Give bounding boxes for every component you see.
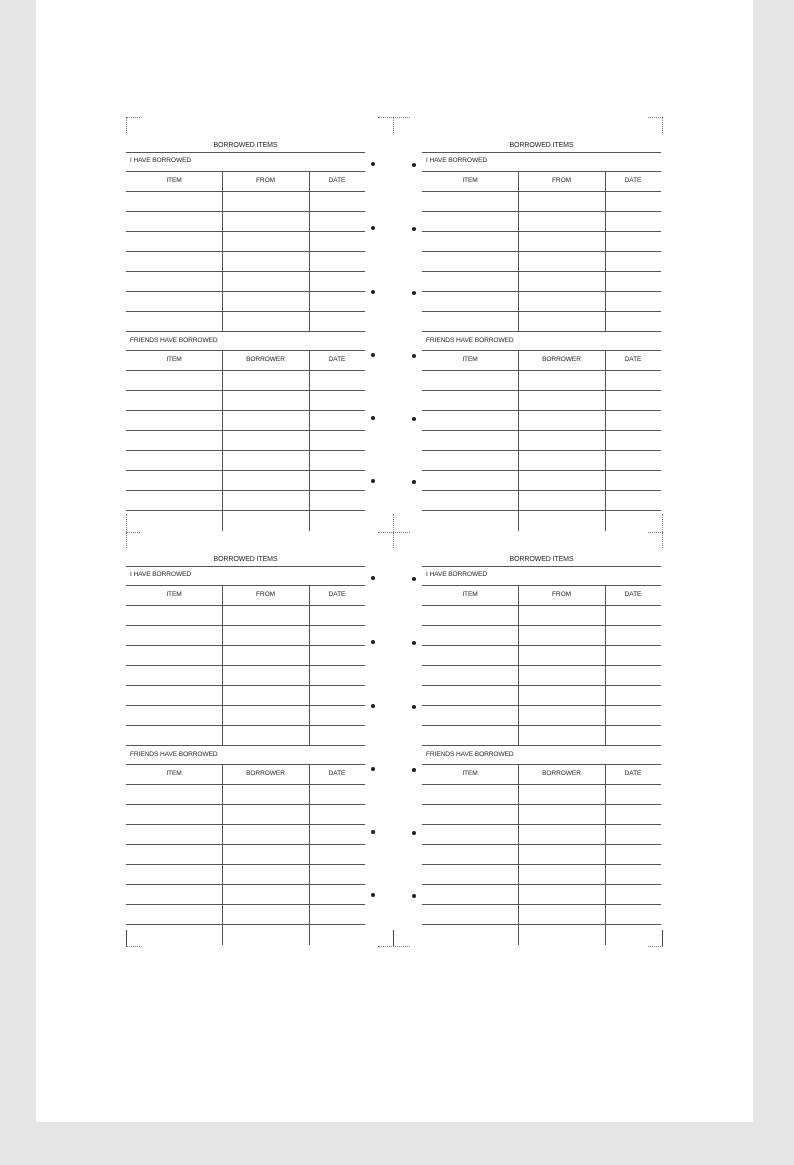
table-row: [126, 470, 365, 471]
table-row: [126, 844, 365, 845]
table-row: [126, 625, 365, 626]
table-row: [126, 251, 365, 252]
column-header-item: ITEM: [462, 356, 478, 363]
table-row: [126, 231, 365, 232]
crop-mark: [126, 946, 140, 947]
punch-hole-mark: [371, 416, 375, 420]
table-row: [422, 510, 661, 511]
column-header-item: ITEM: [462, 591, 478, 598]
panel-title: BORROWED ITEMS: [213, 142, 278, 149]
punch-hole-mark: [371, 479, 375, 483]
table-row: [126, 291, 365, 292]
table-row: [126, 370, 365, 371]
crop-mark: [393, 930, 394, 946]
punch-hole-mark: [412, 705, 416, 709]
divider: [422, 152, 661, 153]
panel-title: BORROWED ITEMS: [509, 556, 574, 563]
friends-have-borrowed-label: FRIENDS HAVE BORROWED: [130, 751, 218, 758]
i-have-borrowed-label: I HAVE BORROWED: [426, 571, 488, 578]
column-header-borrower: BORROWER: [246, 770, 285, 777]
table-row: [126, 390, 365, 391]
column-header-date: DATE: [624, 591, 642, 598]
table-row: [422, 884, 661, 885]
panel-title: BORROWED ITEMS: [509, 142, 574, 149]
punch-hole-mark: [412, 768, 416, 772]
table-row: [422, 924, 661, 925]
borrowed-items-panel-left: [126, 554, 365, 948]
table-row: [422, 410, 661, 411]
column-header-date: DATE: [624, 177, 642, 184]
punch-hole-mark: [412, 291, 416, 295]
table-row: [422, 251, 661, 252]
table-row: [422, 291, 661, 292]
table-row: [422, 470, 661, 471]
table-row: [422, 844, 661, 845]
table-row: [422, 784, 661, 785]
punch-hole-mark: [371, 830, 375, 834]
i-have-borrowed-label: I HAVE BORROWED: [130, 571, 192, 578]
table-row: [126, 410, 365, 411]
column-header-date: DATE: [328, 177, 346, 184]
table-row: [126, 211, 365, 212]
column-header-date: DATE: [328, 356, 346, 363]
column-divider: [222, 350, 223, 531]
table-row: [422, 211, 661, 212]
punch-hole-mark: [371, 226, 375, 230]
punch-hole-mark: [371, 353, 375, 357]
borrowed-items-panel-right: [422, 140, 661, 534]
column-header-item: ITEM: [166, 591, 182, 598]
divider: [126, 566, 365, 567]
table-row: [126, 864, 365, 865]
table-row: [126, 745, 365, 746]
punch-hole-mark: [412, 480, 416, 484]
punch-hole-mark: [371, 290, 375, 294]
column-divider: [605, 350, 606, 531]
column-header-borrower: BORROWER: [542, 770, 581, 777]
column-header-borrower: BORROWER: [542, 356, 581, 363]
table-row: [126, 271, 365, 272]
crop-mark: [378, 946, 410, 947]
table-row: [126, 510, 365, 511]
crop-mark: [126, 117, 127, 133]
punch-hole-mark: [412, 577, 416, 581]
crop-mark: [662, 514, 663, 548]
table-row: [422, 430, 661, 431]
table-row: [422, 625, 661, 626]
table-row: [126, 311, 365, 312]
crop-mark: [662, 117, 663, 133]
table-row: [126, 705, 365, 706]
column-header-date: DATE: [624, 356, 642, 363]
table-row: [422, 331, 661, 332]
column-divider: [309, 350, 310, 531]
column-divider: [222, 764, 223, 945]
table-row: [126, 725, 365, 726]
table-row: [422, 390, 661, 391]
table-row: [422, 745, 661, 746]
crop-mark: [648, 117, 663, 118]
printable-page: [36, 0, 753, 1122]
punch-hole-mark: [412, 163, 416, 167]
punch-hole-mark: [412, 417, 416, 421]
table-row: [422, 665, 661, 666]
crop-mark: [378, 532, 410, 533]
column-divider: [518, 350, 519, 531]
crop-mark: [126, 532, 140, 533]
column-header-item: ITEM: [462, 770, 478, 777]
column-header-date: DATE: [328, 591, 346, 598]
table-row: [126, 430, 365, 431]
i-have-borrowed-label: I HAVE BORROWED: [130, 157, 192, 164]
panel-title: BORROWED ITEMS: [213, 556, 278, 563]
planner-sheet-1: [126, 140, 663, 534]
crop-mark: [126, 117, 140, 118]
friends-have-borrowed-label: FRIENDS HAVE BORROWED: [130, 337, 218, 344]
table-row: [126, 884, 365, 885]
punch-hole-mark: [371, 640, 375, 644]
punch-hole-mark: [412, 831, 416, 835]
friends-have-borrowed-label: FRIENDS HAVE BORROWED: [426, 337, 514, 344]
table-row: [126, 191, 365, 192]
column-divider: [518, 764, 519, 945]
column-header-from: FROM: [551, 177, 571, 184]
table-row: [422, 605, 661, 606]
crop-mark: [126, 930, 127, 946]
table-row: [422, 824, 661, 825]
crop-mark: [393, 117, 394, 133]
crop-mark: [648, 946, 663, 947]
crop-mark: [648, 532, 663, 533]
divider: [126, 152, 365, 153]
table-row: [126, 645, 365, 646]
divider: [422, 566, 661, 567]
table-row: [422, 645, 661, 646]
table-row: [126, 924, 365, 925]
table-row: [422, 685, 661, 686]
table-row: [422, 490, 661, 491]
table-row: [422, 311, 661, 312]
column-header-date: DATE: [624, 770, 642, 777]
table-row: [422, 864, 661, 865]
table-row: [126, 685, 365, 686]
table-row: [422, 231, 661, 232]
table-row: [126, 450, 365, 451]
punch-hole-mark: [371, 893, 375, 897]
column-header-date: DATE: [328, 770, 346, 777]
column-divider: [605, 764, 606, 945]
punch-hole-mark: [371, 704, 375, 708]
punch-hole-mark: [371, 162, 375, 166]
column-header-from: FROM: [551, 591, 571, 598]
table-row: [422, 271, 661, 272]
punch-hole-mark: [371, 767, 375, 771]
table-row: [422, 725, 661, 726]
table-row: [126, 824, 365, 825]
table-row: [126, 665, 365, 666]
table-row: [126, 904, 365, 905]
table-row: [126, 784, 365, 785]
crop-mark: [662, 930, 663, 946]
crop-mark: [378, 117, 410, 118]
table-row: [126, 490, 365, 491]
column-header-from: FROM: [255, 591, 275, 598]
table-row: [126, 804, 365, 805]
friends-have-borrowed-label: FRIENDS HAVE BORROWED: [426, 751, 514, 758]
column-header-borrower: BORROWER: [246, 356, 285, 363]
table-row: [422, 191, 661, 192]
table-row: [126, 605, 365, 606]
i-have-borrowed-label: I HAVE BORROWED: [426, 157, 488, 164]
punch-hole-mark: [412, 227, 416, 231]
column-header-from: FROM: [255, 177, 275, 184]
punch-hole-mark: [412, 354, 416, 358]
crop-mark: [126, 514, 127, 548]
planner-sheet-2: [126, 554, 663, 948]
crop-mark: [393, 514, 394, 548]
table-row: [422, 804, 661, 805]
punch-hole-mark: [371, 576, 375, 580]
table-row: [422, 370, 661, 371]
punch-hole-mark: [412, 894, 416, 898]
column-header-item: ITEM: [166, 356, 182, 363]
table-row: [126, 331, 365, 332]
column-header-item: ITEM: [462, 177, 478, 184]
column-header-item: ITEM: [166, 177, 182, 184]
table-row: [422, 904, 661, 905]
borrowed-items-panel-right: [422, 554, 661, 948]
punch-hole-mark: [412, 641, 416, 645]
column-divider: [309, 764, 310, 945]
borrowed-items-panel-left: [126, 140, 365, 534]
column-header-item: ITEM: [166, 770, 182, 777]
table-row: [422, 450, 661, 451]
table-row: [422, 705, 661, 706]
